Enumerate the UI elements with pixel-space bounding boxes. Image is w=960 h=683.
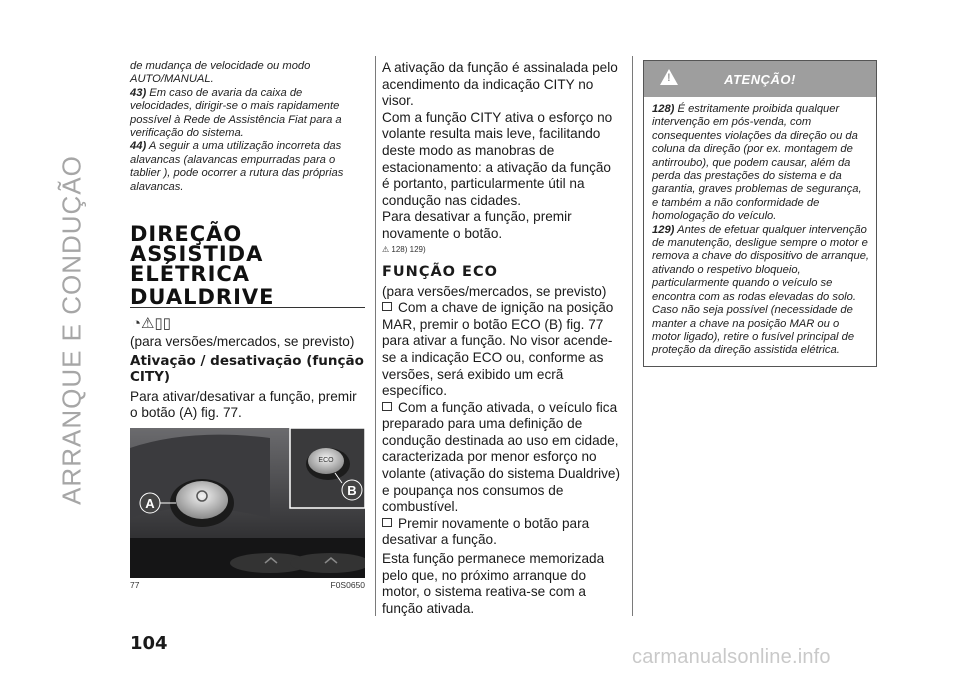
warning-129: 129) Antes de efetuar qualquer intervenção de manutenção, desligue sempre o motor e remova a chave do dispositivo de arranque, ativando o respetivo bloqueio, particularmente quando o veículo se encontra com as rodas elevadas do solo. Caso não seja possível (necessidade de manter a chave na posição MAR ou o motor ligado), retire o fusível principal de proteção da direção assistida elétrica. <box>652 223 870 357</box>
section-heading-eco: FUNÇÃO ECO <box>382 263 498 280</box>
eco-memory-text: Esta função permanece memorizada pelo que, no próximo arranque do motor, o sistema reativa-se com a função ativada. <box>382 551 605 616</box>
figure-77 <box>130 428 365 578</box>
city-indicator-text: A ativação da função é assinalada pelo acendimento da indicação CITY no visor. <box>382 60 618 109</box>
bullet-icon <box>382 302 392 311</box>
eco-bullet-3: Premir novamente o botão para desativar a função. <box>382 515 590 548</box>
city-button <box>176 481 228 519</box>
figure-code: F0S0650 <box>330 579 365 590</box>
column-right <box>643 60 877 367</box>
warning-references: ⚠ 128) 129) <box>382 244 426 254</box>
page-number: 104 <box>130 633 168 654</box>
city-deactivate-text: Para desativar a função, premir novamente o botão. <box>382 209 572 241</box>
warning-triangle-icon: ⚠ <box>382 244 390 254</box>
column-divider <box>632 56 633 616</box>
callout-a: A <box>145 495 155 511</box>
eco-bullet-2: Com a função ativada, o veículo fica preparado para uma definição de condução destinada ao uso em cidade, caracterizada por menor esforço no volante (ativação do sistema Dualdrive) e poupança nos consumos de combustível. <box>382 399 621 515</box>
watermark: carmanualsonline.info <box>632 646 831 668</box>
section-heading-direcao: DIREÇÃO ASSISTIDA ELÉTRICA DUALDRIVE <box>130 224 365 308</box>
eco-button-text: ECO <box>318 456 334 464</box>
column-middle <box>382 60 622 617</box>
eco-versions-note: (para versões/mercados, se previsto) <box>382 283 607 299</box>
figure-caption <box>130 580 365 590</box>
figure-number: 77 <box>130 579 140 590</box>
warning-header: ! ATENÇÃO! <box>644 61 876 97</box>
subheading-city: Ativação / desativação (função CITY) <box>130 352 364 385</box>
versions-note: (para versões/mercados, se previsto) <box>130 334 355 350</box>
bullet-icon <box>382 402 392 411</box>
column-left <box>130 60 365 590</box>
note-43: 43) Em caso de avaria da caixa de velocidades, dirigir-se o mais rapidamente possível à Rede de Assistência Fiat para a verificação do sistema. <box>130 86 342 140</box>
callout-b: B <box>347 482 357 498</box>
city-instruction: Para ativar/desativar a função, premir o botão (A) fig. 77. <box>130 388 357 421</box>
note-44: 44) A seguir a uma utilização incorreta das alavancas (alavancas empurradas para o tablier ), pode ocorrer a rutura das próprias alavancas. <box>130 140 344 193</box>
city-benefit-text: Com a função CITY ativa o esforço no volante resulta mais leve, facilitando deste modo as manobras de estacionamento: a ativação da função é portanto, particularmente útil na condução nas cidades. <box>382 109 613 208</box>
warning-triangle-icon <box>660 69 678 85</box>
vehicle-version-icons: ◔⚠︎▯▯ <box>132 315 172 333</box>
warning-box <box>643 60 877 367</box>
dashboard-buttons-illustration <box>130 428 365 578</box>
note-continuation: de mudança de velocidade ou modo AUTO/MANUAL. <box>130 60 311 86</box>
column-divider <box>375 56 376 616</box>
warning-128: 128) É estritamente proibida qualquer intervenção em pós-venda, com consequentes violações da direção ou da coluna da direção (por ex. montagem de antirroubo), que podem causar, além da perda das prestações do sistema e da garantia, graves problemas de segurança, e também a não conformidade de homologação do veículo. <box>652 103 862 223</box>
eco-bullet-1: Com a chave de ignição na posição MAR, premir o botão ECO (B) fig. 77 para ativar a função. No visor acende-se a indicação ECO ou, conforme as versões, será exibido um ecrã específico. <box>382 300 614 399</box>
bullet-icon <box>382 518 392 527</box>
